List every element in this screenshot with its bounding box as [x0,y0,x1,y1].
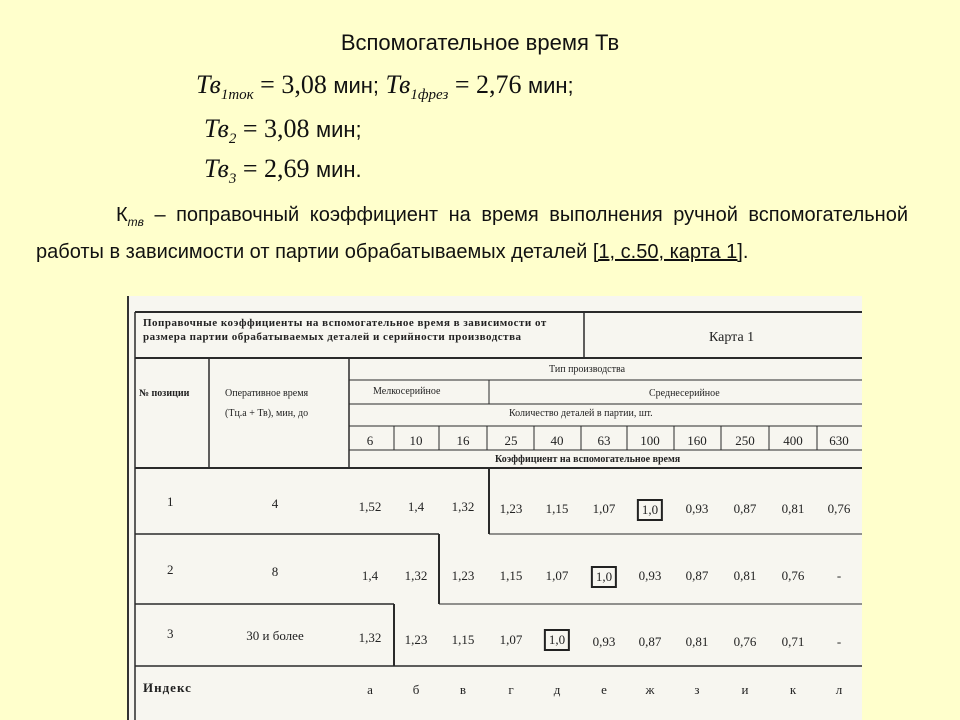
formula-value: = 2,69 [242,154,310,183]
formula-unit: мин; [333,73,380,98]
col-optime-subheader: (Тц.а + Тв), мин, до [225,408,309,419]
coefficient-cell: 0,81 [685,634,709,649]
formula-subscript: 1ток [220,87,254,104]
index-cell: б [412,682,420,697]
formula-variable: Тв [385,70,411,99]
coefficient-cell: 0,76 [781,568,805,583]
coefficient-cell: 1,23 [499,501,523,516]
coefficient-cell-highlighted: 1,0 [591,566,617,588]
formula-variable: Тв [204,154,229,183]
formula-value: = 3,08 [242,114,310,143]
quantity-cell: 6 [366,433,374,448]
quantity-cell: 63 [597,433,611,448]
formula-variable: Тв [196,70,221,99]
coefficient-cell-highlighted: 1,0 [637,499,663,521]
coefficient-cell: - [836,634,842,649]
small-series-header: Мелкосерийное [373,386,441,397]
formula-subscript: 1фрез [410,87,449,104]
quantity-cell: 40 [550,433,564,448]
reference-link: [1, с.50, карта 1] [592,241,743,263]
formula-value: = 3,08 [260,70,327,99]
index-cell: а [367,682,373,697]
paragraph-text: – поправочный коэффициент на время выполнения ручной вспомогательной работы в зависимости от партии обрабатываемых деталей [36,204,908,263]
index-cell: г [508,682,514,697]
coefficient-cell: 1,15 [545,501,569,516]
index-cell: к [789,682,797,697]
formula-value: = 2,76 [454,70,522,99]
formula-line-3 [204,154,362,188]
production-type-header: Тип производства [549,364,626,375]
formula-unit: мин; [527,73,574,98]
formula-unit: мин; [315,117,362,142]
coefficient-cell: 0,87 [685,568,709,583]
coefficient-cell: 1,32 [451,499,475,514]
quantity-cell: 10 [409,433,423,448]
index-cell: и [741,682,749,697]
col-optime-header: Оперативное время [225,388,309,399]
col-position-header: № позиции [139,388,190,399]
coefficient-cell: 0,87 [638,634,662,649]
row-optime: 8 [271,564,279,579]
medium-series-header: Среднесерийное [649,388,720,399]
index-label: Индекс [143,680,192,695]
coefficient-cell: 1,4 [407,499,425,514]
quantity-header: Количество деталей в партии, шт. [509,408,653,419]
coefficient-cell: 1,07 [499,632,523,647]
coefficient-cell: 1,07 [592,501,616,516]
k-subscript: тв [127,215,144,229]
coefficient-cell: 0,87 [733,501,757,516]
coefficient-cell: 1,52 [358,499,382,514]
coefficient-cell: 0,93 [638,568,662,583]
quantity-cell: 25 [504,433,518,448]
card-table [127,296,862,720]
quantity-cell: 160 [687,433,707,448]
coefficient-cell: 1,32 [404,568,428,583]
card-label: Карта 1 [709,330,755,345]
row-position: 2 [167,562,174,577]
index-cell: з [694,682,700,697]
row-position: 3 [167,626,174,641]
coefficient-cell: 0,93 [592,634,616,649]
quantity-cell: 100 [640,433,660,448]
coefficient-cell: 0,76 [733,634,757,649]
formula-variable: Тв [204,114,229,143]
description-paragraph [36,200,908,267]
formula-subscript: 3 [228,171,237,188]
k-letter: К [116,204,128,226]
row-position: 1 [167,494,174,509]
page-title: Вспомогательное время Тв [340,30,620,55]
formula-subscript: 2 [228,131,237,148]
coefficient-cell: 1,15 [451,632,475,647]
card-title: Поправочные коэффициенты на вспомогательное время в зависимости от размера партии обрабатываемых деталей и серийности производства [143,317,547,343]
formula-line-2 [204,114,362,148]
quantity-cell: 250 [735,433,755,448]
coefficient-cell-highlighted: 1,0 [544,629,570,651]
coefficient-cell: 0,93 [685,501,709,516]
row-optime: 4 [271,496,279,511]
coefficient-cell: 1,32 [358,630,382,645]
coefficient-header: Коэффициент на вспомогательное время [495,454,681,465]
quantity-cell: 400 [783,433,803,448]
index-cell: л [835,682,843,697]
quantity-cell: 16 [456,433,470,448]
coefficient-cell: 1,23 [451,568,475,583]
formula-unit: мин. [315,157,362,182]
paragraph-end: . [742,241,749,263]
index-cell: е [601,682,607,697]
coefficient-cell: 1,4 [361,568,379,583]
coefficient-cell: 1,07 [545,568,569,583]
coefficient-cell: 0,76 [827,501,851,516]
index-cell: ж [645,682,655,697]
quantity-cell: 630 [829,433,849,448]
coefficient-cell: 0,71 [781,634,805,649]
coefficient-cell: 1,15 [499,568,523,583]
row-optime: 30 и более [246,628,304,643]
coefficient-cell: 0,81 [733,568,757,583]
formula-line-1 [196,70,574,104]
coefficient-cell: 0,81 [781,501,805,516]
coefficient-cell: - [836,568,842,583]
index-cell: в [459,682,467,697]
coefficient-cell: 1,23 [404,632,428,647]
index-cell: д [553,682,561,697]
